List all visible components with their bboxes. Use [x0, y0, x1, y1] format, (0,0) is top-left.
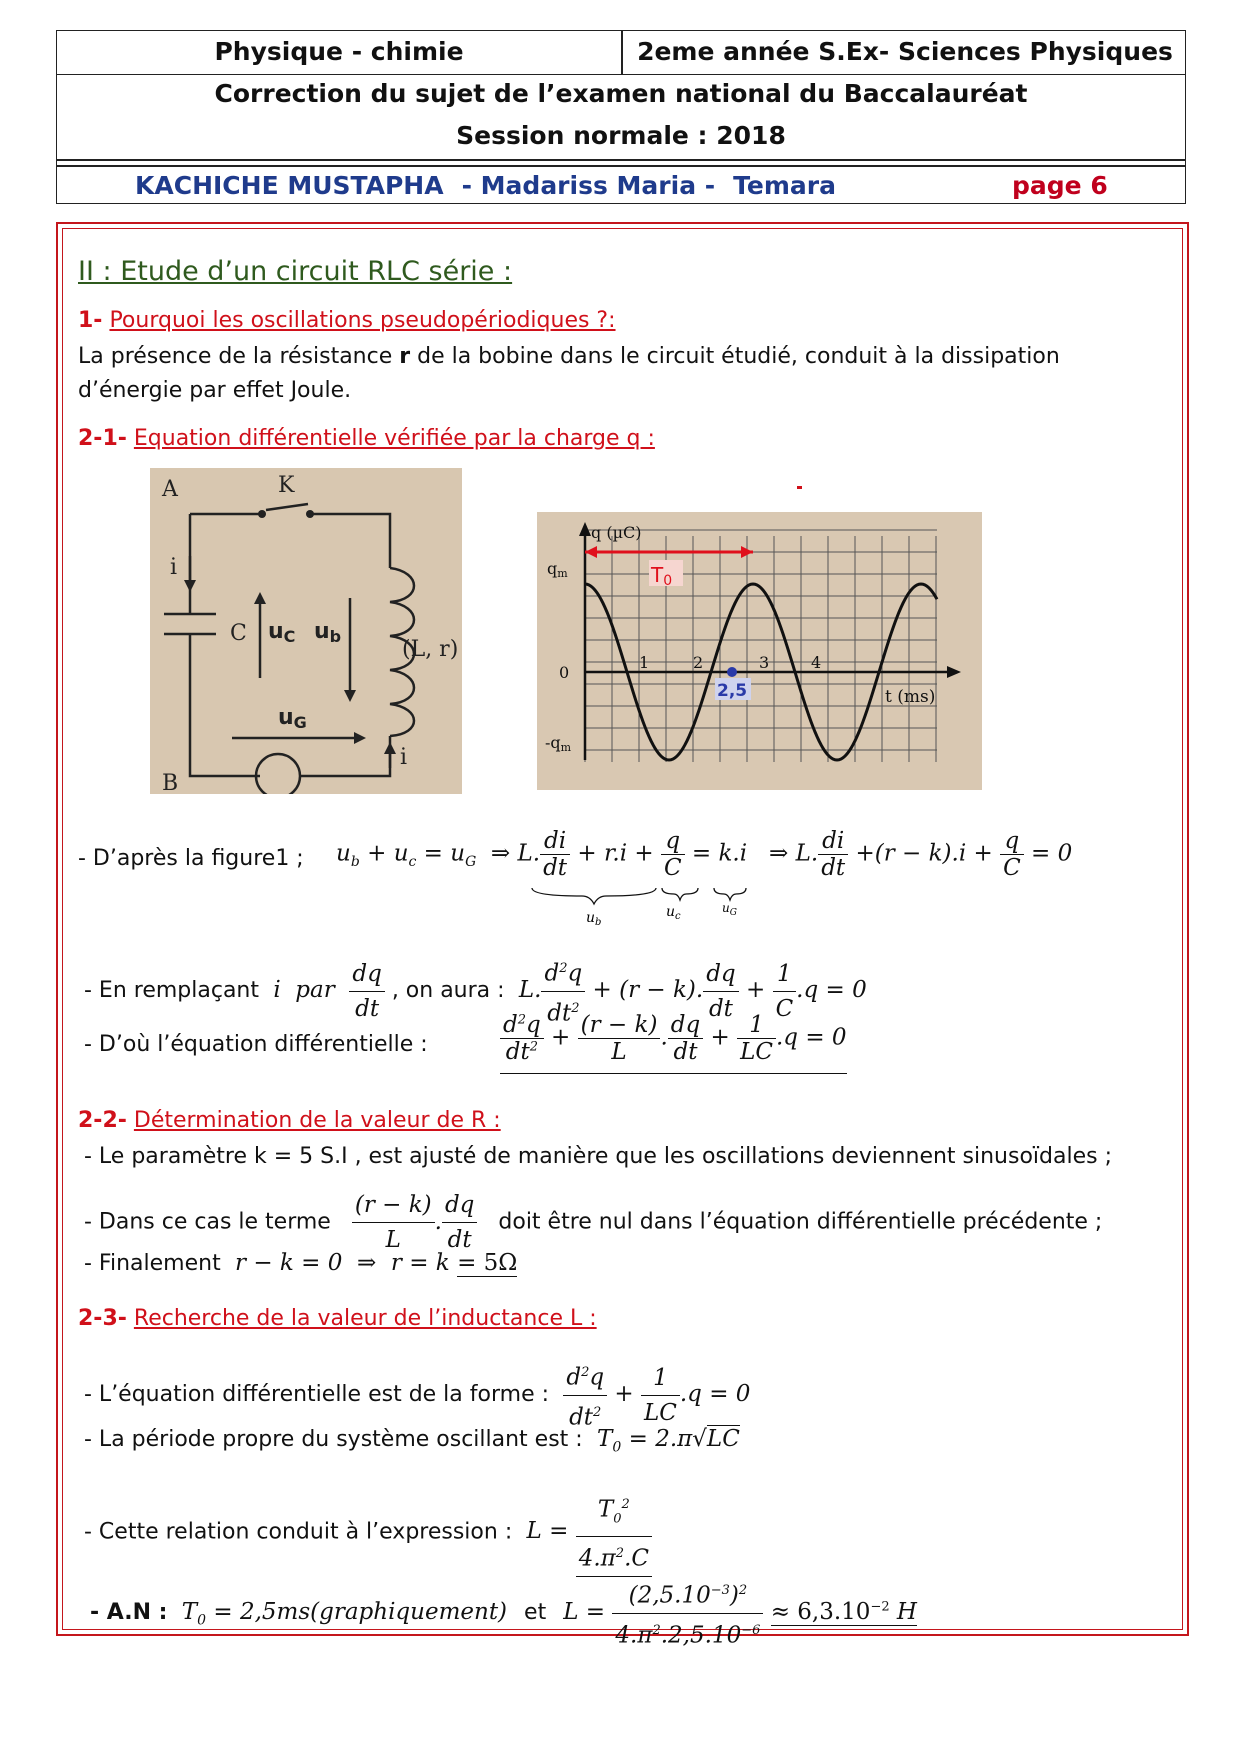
- q1-text-bold: r: [399, 344, 411, 369]
- label-k: K: [278, 473, 295, 498]
- label-b: B: [162, 771, 179, 794]
- brace-ug-label: $u_G$: [722, 901, 737, 918]
- tick-4: 4: [811, 653, 822, 672]
- figure-background: [150, 468, 462, 794]
- label-c: C: [230, 621, 247, 646]
- harmonic-equation: $\frac{d^2q}{dt^2}$ + $\frac{1}{LC}$ .q = 0: [556, 1381, 750, 1407]
- label-uc: uC: [268, 619, 296, 646]
- q23-text: - Cette relation conduit à l’expression :: [84, 1519, 513, 1545]
- subject: Physique - chimie: [214, 37, 464, 66]
- brace-ub: [532, 888, 656, 904]
- divider: [57, 165, 1185, 167]
- q22-title: Détermination de la valeur de R :: [133, 1108, 501, 1133]
- neg-qm-label: -qm: [545, 733, 572, 754]
- replace-result: L. $\frac{d^2q}{dt^2}$ + (r − k). $\frac{dq}{dt}$ + $\frac{1}{C}$ .q = 0: [512, 977, 867, 1003]
- q23-line2: [84, 1422, 740, 1465]
- q23-line3: [84, 1488, 652, 1577]
- label-a: A: [162, 477, 178, 502]
- damping-term: $\frac{(r - k)}{L}$ . $\frac{dq}{dt}$: [352, 1209, 478, 1235]
- underbraces: [528, 886, 768, 926]
- charge-graph: [537, 512, 982, 790]
- q1-number: 1-: [78, 308, 103, 333]
- marker-point: [727, 667, 737, 677]
- q1-answer: [78, 340, 1168, 408]
- label-ub: ub: [314, 619, 342, 646]
- section-title: II : Etude d’un circuit RLC série :: [78, 256, 513, 287]
- qm-label: qm: [547, 559, 568, 580]
- session: Session normale : 2018: [456, 121, 786, 150]
- q21-number: 2-1-: [78, 426, 127, 451]
- q1-text: de la bobine dans le circuit étudié, conduit à la dissipation: [410, 344, 1060, 369]
- r-result: r − k = 0 ⇒ r = k = 5Ω: [227, 1250, 518, 1276]
- tick-3: 3: [759, 653, 770, 672]
- replace-mid: , on aura :: [391, 978, 505, 1004]
- an-t0: $T_0$ = 2,5ms(graphiquement): [174, 1599, 508, 1629]
- circuit-figure: [150, 468, 462, 794]
- header-table: [56, 30, 1186, 204]
- brace-uc-label: $u_c$: [666, 904, 681, 922]
- brace-ub-label: $u_b$: [586, 910, 602, 926]
- q23-text: - L’équation différentielle est de la forme :: [84, 1382, 550, 1408]
- replace-math: i par $\frac{dq}{dt}$: [266, 977, 385, 1003]
- kirchhoff-equation: $u_b + u_c = u_G$ ⇒ L. $\frac{di}{dt}$ + r.i + $\frac{q}{C}$ = k.i ⇒ L. $\frac{di}{dt}$ +(r − k).i + $\frac{q}{C}$ = 0: [336, 828, 1073, 881]
- an-result: L = $\frac{(2,5.10^{-3})^2}{4.\pi^2.2,5.10^{-6}}$ ≈ $6,3.10^{-2}$ H: [563, 1599, 917, 1625]
- stray-mark: [797, 486, 802, 489]
- divider: [57, 159, 1185, 161]
- switch-contact: [258, 510, 266, 518]
- q22-heading: [78, 1108, 501, 1133]
- an-line: [90, 1574, 917, 1652]
- label-lr: (L, r): [402, 637, 459, 662]
- q23-text: - La période propre du système oscillant est :: [84, 1427, 583, 1452]
- q22-line1: - Le paramètre k = 5 S.I , est ajusté de manière que les oscillations deviennent sinusoïdales ;: [84, 1144, 1112, 1169]
- y-axis-label: q (µC): [591, 523, 642, 542]
- school: - Madariss Maria -: [461, 171, 716, 200]
- brace-ug: [714, 888, 746, 900]
- brace-uc: [662, 888, 698, 900]
- author: KACHICHE MUSTAPHA: [135, 171, 444, 200]
- an-et: et: [524, 1600, 547, 1626]
- author-line: [135, 171, 854, 200]
- result-lead: - D’où l’équation différentielle :: [84, 1032, 428, 1057]
- period-formula: $T_0 = 2.\pi√LC$: [589, 1426, 740, 1456]
- q1-text: La présence de la résistance: [78, 344, 400, 369]
- an-t0-note: (graphiquement): [310, 1599, 508, 1626]
- q21-title: Equation différentielle vérifiée par la charge q :: [133, 426, 655, 451]
- q23-title: Recherche de la valeur de l’inductance L :: [133, 1306, 597, 1331]
- q1-title: Pourquoi les oscillations pseudopériodiques ?:: [109, 308, 616, 333]
- tick-2: 2: [693, 653, 704, 672]
- replace-lead: - En remplaçant: [84, 978, 260, 1004]
- zero-label: 0: [559, 663, 570, 682]
- x-axis-label: t (ms): [885, 687, 936, 707]
- q22-text: - Finalement: [84, 1251, 221, 1276]
- t0-label: T0: [651, 563, 673, 589]
- graph-background: [537, 512, 982, 790]
- an-t0-value: 2,5ms: [239, 1599, 311, 1626]
- q23-number: 2-3-: [78, 1306, 127, 1331]
- q22-text: - Dans ce cas le terme: [84, 1209, 331, 1235]
- q22-line3: [84, 1246, 517, 1281]
- marker-label: 2,5: [717, 681, 748, 701]
- doc-title: Correction du sujet de l’examen national du Baccalauréat: [214, 79, 1028, 108]
- an-label: - A.N :: [90, 1600, 168, 1626]
- q23-heading: [78, 1306, 597, 1331]
- q21-heading: [78, 426, 655, 451]
- q1-text: d’énergie par effet Joule.: [78, 378, 352, 403]
- differential-equation: $\frac{d^2q}{dt^2}$ + $\frac{(r - k)}{L}$ . $\frac{dq}{dt}$ + $\frac{1}{LC}$ .q = 0: [500, 1012, 847, 1074]
- q1-heading: [78, 308, 616, 333]
- label-i2: i: [400, 745, 408, 770]
- level: 2eme année S.Ex- Sciences Physiques: [637, 37, 1173, 66]
- q22-text: doit être nul dans l’équation différentielle précédente ;: [498, 1209, 1103, 1235]
- inductance-formula: L = $\frac{T_0^2}{4.\pi^2.C}$: [519, 1518, 652, 1544]
- q22-number: 2-2-: [78, 1108, 127, 1133]
- page-number: page 6: [1012, 171, 1108, 200]
- label-i: i: [170, 555, 178, 580]
- tick-1: 1: [639, 653, 650, 672]
- fig-lead: - D’après la figure1 ;: [78, 846, 304, 871]
- switch-contact: [306, 510, 314, 518]
- label-ug: uG: [278, 705, 307, 732]
- city: Temara: [733, 171, 836, 200]
